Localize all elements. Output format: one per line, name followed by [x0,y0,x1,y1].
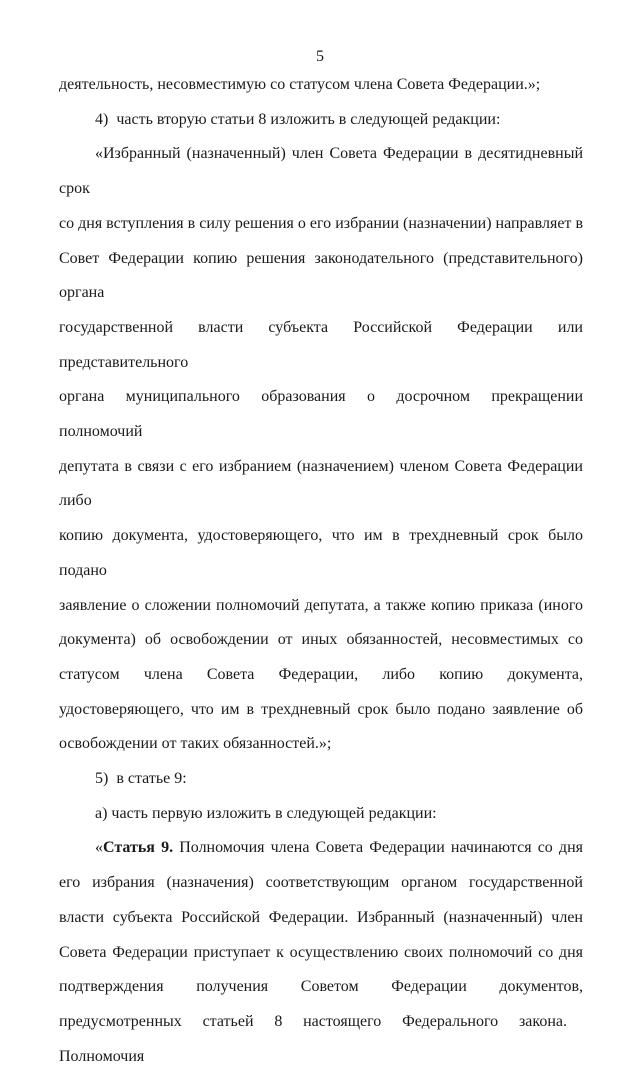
text-run: власти субъекта Российской Федерации. Избранный (назначенный) член [59,908,583,926]
text-run: его избрания (назначения) соответствующим органом государственной [59,874,583,892]
text-run: 4) часть вторую статьи 8 изложить в следующей редакции: [95,110,501,128]
text-run: депутата в связи с его избранием (назначением) членом Совета Федерации либо [59,457,583,510]
text-line [59,623,583,658]
text-line [59,797,583,832]
text-line [59,901,583,936]
text-run: предусмотренных статьей 8 настоящего Федерального закона. Полномочия [59,1012,583,1065]
text-line [59,970,583,1005]
text-line [59,380,583,449]
text-line [59,137,583,206]
text-line [59,450,583,519]
text-run: копию документа, удостоверяющего, что им в трехдневный срок было подано [59,527,583,579]
text-line [59,936,583,971]
paragraph [59,68,583,103]
text-run: статусом члена Совета Федерации, либо копию документа, [59,665,583,683]
text-run: органа муниципального образования о досрочном прекращении полномочий [59,388,583,441]
text-run: удостоверяющего, что им в трехдневный срок было подано заявление об [59,700,583,718]
text-line [59,831,583,866]
text-run: Совет Федерации копию решения законодательного (представительного) органа [59,249,583,302]
paragraph [59,831,583,1074]
text-run: подтверждения получения Советом Федерации документов, [59,978,583,996]
text-line [59,762,583,797]
paragraph [59,103,583,138]
bold-text: Статья 9. [103,839,174,857]
text-run: документа) об освобождении от иных обязанностей, несовместимых со [59,631,583,649]
text-line [59,519,583,588]
paragraph [59,137,583,762]
text-line [59,727,583,762]
text-line [59,103,583,138]
text-line [59,1005,583,1074]
text-run: Совета Федерации приступает к осуществлению своих полномочий со дня [59,943,583,961]
text-run: 5) в статье 9: [95,770,187,788]
text-run: деятельность, несовместимую со статусом члена Совета Федерации.»; [59,76,541,93]
text-line [59,589,583,624]
text-run: Полномочия члена Совета Федерации начинаются со дня [173,839,583,857]
text-run: со дня вступления в силу решения о его избрании (назначении) направляет в [59,214,583,232]
text-run: «Избранный (назначенный) член Совета Федерации в десятидневный срок [59,145,583,198]
paragraph [59,797,583,832]
text-line [59,68,583,103]
paragraph [59,762,583,797]
text-run: « [95,839,103,857]
text-line [59,311,583,380]
text-run: освобождении от таких обязанностей.»; [59,735,332,753]
page-number: 5 [316,48,324,65]
text-line [59,693,583,728]
text-run: а) часть первую изложить в следующей редакции: [95,804,437,822]
text-line [59,207,583,242]
text-run: государственной власти субъекта Российской Федерации или представительного [59,318,583,371]
text-line [59,866,583,901]
text-line [59,242,583,311]
text-run: заявление о сложении полномочий депутата, а также копию приказа (иного [59,596,583,614]
text-line [59,658,583,693]
document-body [0,68,640,1074]
